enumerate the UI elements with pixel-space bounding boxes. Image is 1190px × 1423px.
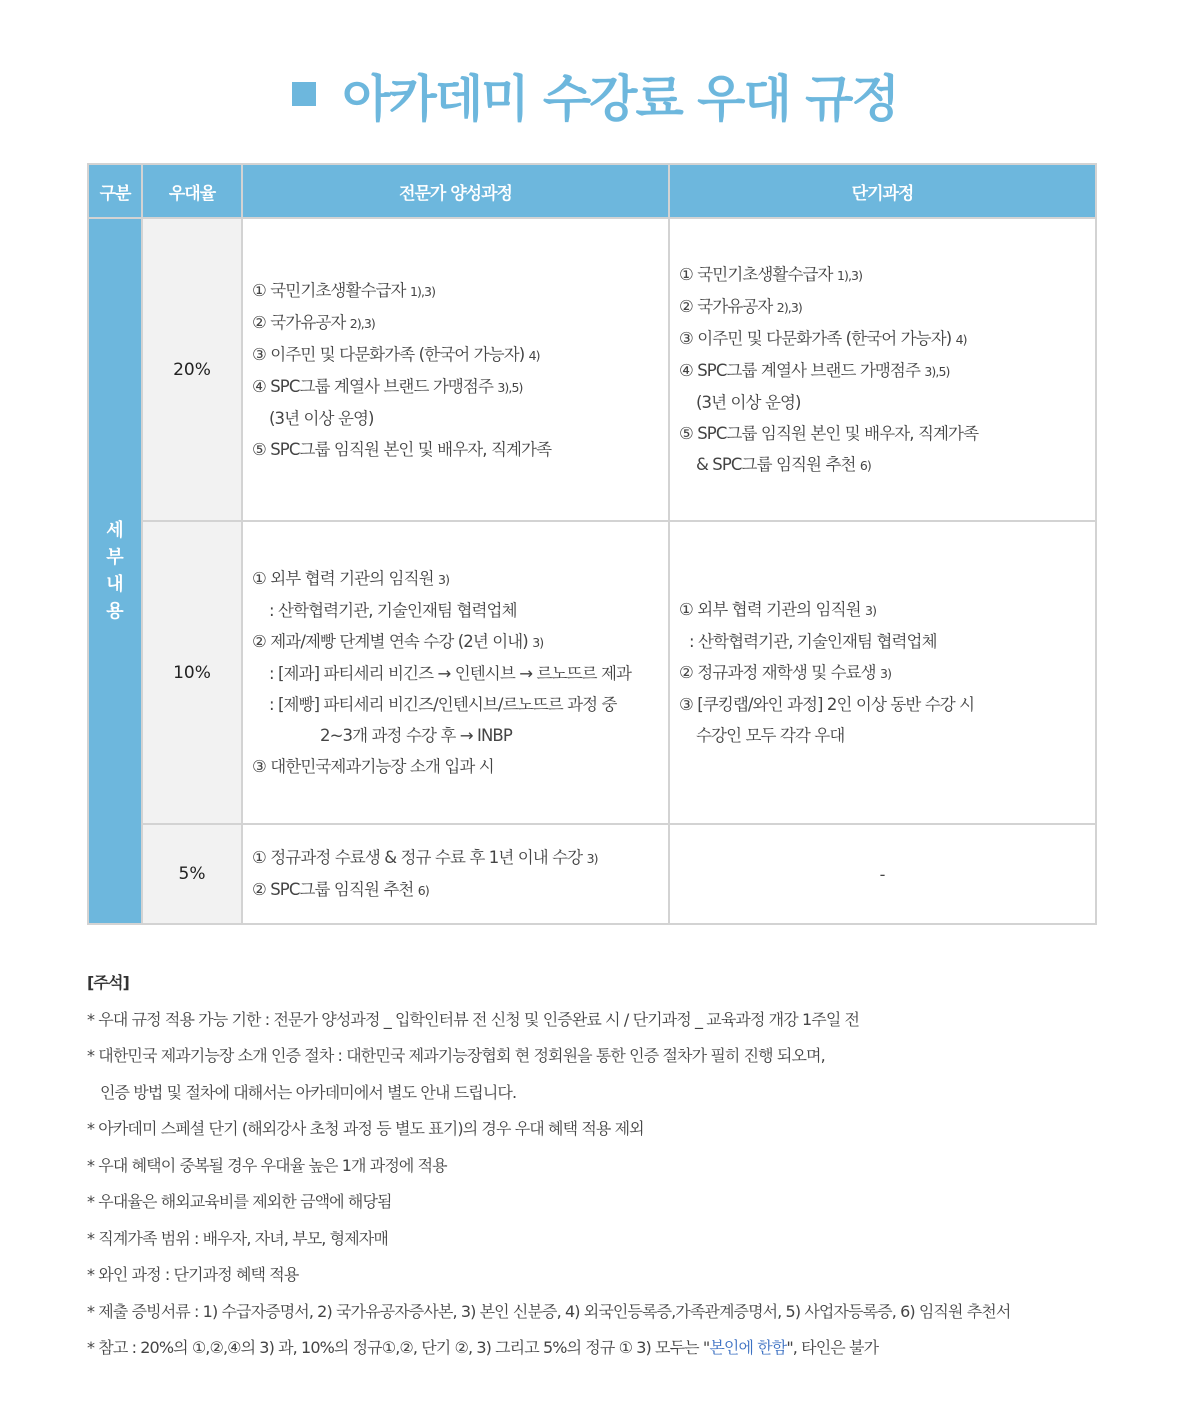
list-item: : [제과] 파티세리 비긴즈 → 인텐시브 → 르노뜨르 제과: [269, 664, 632, 683]
rate-cell: 5%: [142, 824, 242, 924]
note-item: * 우대 혜택이 중복될 경우 우대율 높은 1개 과정에 적용: [87, 1155, 447, 1175]
header-rate: 우대율: [142, 164, 242, 218]
short-course-cell: [669, 218, 1096, 521]
table-header-row: [88, 164, 1096, 218]
list-item: ① 외부 협력 기관의 임직원 3): [252, 569, 450, 588]
list-item: ③ [쿠킹랩/와인 과정] 2인 이상 동반 수강 시: [679, 695, 975, 714]
list-item: ④ SPC그룹 계열사 브랜드 가맹점주 3),5): [679, 360, 950, 380]
list-item: ③ 이주민 및 다문화가족 (한국어 가능자) 4): [252, 344, 540, 364]
list-item: 2~3개 과정 수강 후 → INBP: [320, 726, 512, 745]
note-item: * 제출 증빙서류 : 1) 수급자증명서, 2) 국가유공자증사본, 3) 본인 신분증, 4) 외국인등록증,가족관계증명서, 5) 사업자등록증, 6) 임직원 추천서: [87, 1301, 1011, 1321]
list-item: : 산학협력기관, 기술인재팀 협력업체: [269, 601, 517, 620]
header-category: 구분: [88, 164, 142, 218]
list-item: ② SPC그룹 임직원 추천 6): [252, 880, 429, 899]
notes-section: [87, 965, 1147, 1367]
expert-course-cell: [242, 218, 669, 521]
list-item: ② 제과/제빵 단계별 연속 수강 (2년 이내) 3): [252, 632, 544, 651]
side-label: 세 부 내 용: [88, 218, 142, 924]
note-item: * 직계가족 범위 : 배우자, 자녀, 부모, 형제자매: [87, 1228, 388, 1248]
short-course-cell: [669, 521, 1096, 824]
list-item: ④ SPC그룹 계열사 브랜드 가맹점주 3),5): [252, 376, 523, 396]
expert-course-cell: [242, 521, 669, 824]
list-item: ③ 대한민국제과기능장 소개 입과 시: [252, 757, 494, 776]
note-item: * 아카데미 스페셜 단기 (해외강사 초청 과정 등 별도 표기)의 경우 우대 혜택 적용 제외: [87, 1119, 644, 1138]
list-item: ② 국가유공자 2),3): [679, 296, 802, 316]
page-title-text: 아카데미 수강료 우대 규정: [342, 70, 898, 128]
list-item: ① 외부 협력 기관의 임직원 3): [679, 600, 877, 619]
note-item-reference: * 참고 : 20%의 ①,②,④의 3) 과, 10%의 정규①,②, 단기 ②, 3) 그리고 5%의 정규 ① 3) 모두는 "본인에 한함", 타인은 불가: [87, 1338, 879, 1357]
list-item: : [제빵] 파티세리 비긴즈/인텐시브/르노뜨르 과정 중: [269, 695, 617, 714]
rate-cell: 10%: [142, 521, 242, 824]
list-item: ⑤ SPC그룹 임직원 본인 및 배우자, 직계가족: [679, 423, 979, 443]
notes-heading: [주석]: [87, 973, 129, 992]
list-item: ⑤ SPC그룹 임직원 본인 및 배우자, 직계가족: [252, 439, 552, 459]
table-row: [88, 218, 1096, 521]
page-title: [0, 62, 1190, 136]
list-item: ① 정규과정 수료생 & 정규 수료 후 1년 이내 수강 3): [252, 848, 598, 867]
highlight-text: 본인에 한함: [709, 1338, 787, 1357]
list-item: ② 정규과정 재학생 및 수료생 3): [679, 663, 892, 682]
header-short-course: 단기과정: [669, 164, 1096, 218]
list-item: 수강인 모두 각각 우대: [696, 726, 845, 745]
list-item: ② 국가유공자 2),3): [252, 312, 375, 332]
list-item: ③ 이주민 및 다문화가족 (한국어 가능자) 4): [679, 328, 967, 348]
list-item: (3년 이상 운영): [269, 408, 374, 428]
table-row: [88, 521, 1096, 824]
table-row: [88, 824, 1096, 924]
list-item: & SPC그룹 임직원 추천 6): [696, 454, 871, 474]
expert-course-cell: [242, 824, 669, 924]
short-course-cell-empty: -: [669, 824, 1096, 924]
note-item: * 우대율은 해외교육비를 제외한 금액에 해당됨: [87, 1192, 392, 1211]
list-item: ① 국민기초생활수급자 1),3): [679, 264, 863, 284]
note-item: * 우대 규정 적용 가능 기한 : 전문가 양성과정 _ 입학인터뷰 전 신청 및 인증완료 시 / 단기과정 _ 교육과정 개강 1주일 전: [87, 1009, 860, 1029]
list-item: : 산학협력기관, 기술인재팀 협력업체: [689, 632, 937, 651]
rate-cell: 20%: [142, 218, 242, 521]
note-item: 인증 방법 및 절차에 대해서는 아카데미에서 별도 안내 드립니다.: [100, 1082, 517, 1102]
discount-table: [87, 163, 1097, 925]
title-square-icon: [292, 82, 316, 106]
list-item: ① 국민기초생활수급자 1),3): [252, 280, 436, 300]
header-expert-course: 전문가 양성과정: [242, 164, 669, 218]
note-item: * 와인 과정 : 단기과정 혜택 적용: [87, 1265, 299, 1284]
list-item: (3년 이상 운영): [696, 392, 801, 412]
note-item: * 대한민국 제과기능장 소개 인증 절차 : 대한민국 제과기능장협회 현 정회원을 통한 인증 절차가 필히 진행 되오며,: [87, 1046, 825, 1065]
